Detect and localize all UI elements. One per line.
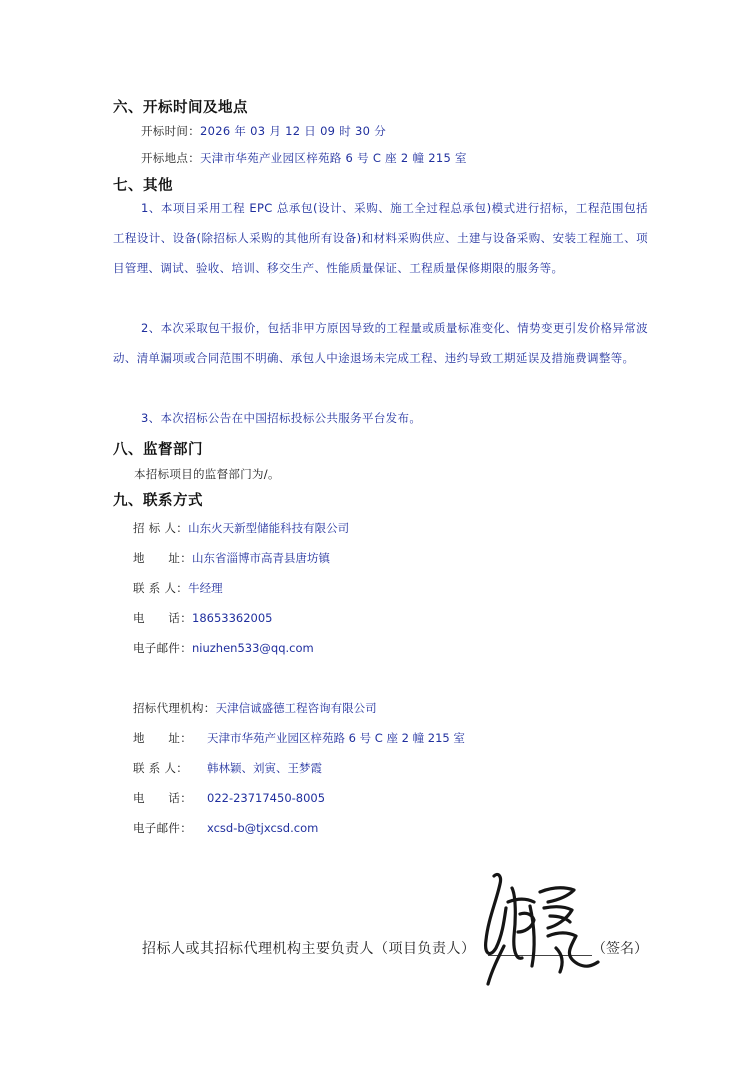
signature-suffix: （签名）	[592, 941, 648, 957]
agency-phone-row	[133, 790, 325, 806]
opening-place-line	[141, 150, 467, 166]
section-6-heading: 六、开标时间及地点	[113, 100, 248, 116]
other-paragraph-3: 3、本次招标公告在中国招标投标公共服务平台发布。	[141, 411, 422, 425]
agency-email-row	[133, 820, 318, 836]
tenderer-address-value: 山东省淄博市高青县唐坊镇	[192, 551, 330, 565]
handwritten-signature	[478, 862, 608, 992]
agency-address-value: 天津市华苑产业园区梓苑路 6 号 C 座 2 幢 215 室	[207, 731, 465, 745]
opening-place-label: 开标地点：	[141, 151, 200, 165]
agency-name-label: 招标代理机构：	[133, 701, 216, 715]
agency-name-row	[133, 700, 377, 716]
supervision-text: 本招标项目的监督部门为/。	[134, 467, 280, 481]
agency-contact-row	[133, 760, 322, 776]
tenderer-phone-value: 18653362005	[192, 611, 273, 625]
agency-contact-value: 韩林颖、刘寅、王梦霞	[207, 761, 322, 775]
agency-phone-value: 022-23717450-8005	[207, 791, 326, 805]
opening-time-label: 开标时间：	[141, 124, 200, 138]
section-8-heading: 八、监督部门	[113, 442, 203, 458]
agency-email-value: xcsd-b@tjxcsd.com	[207, 821, 319, 835]
tenderer-email-value: niuzhen533@qq.com	[192, 641, 314, 655]
opening-place-value: 天津市华苑产业园区梓苑路 6 号 C 座 2 幢 215 室	[200, 151, 467, 165]
section-9-heading: 九、联系方式	[113, 493, 203, 509]
other-paragraph-2: 2、本次采取包干报价，包括非甲方原因导致的工程量或质量标准变化、情势变更引发价格异常波动、清单漏项或合同范围不明确、承包人中途退场未完成工程、违约导致工期延误及措施费调整等。	[113, 321, 648, 365]
tenderer-name-value: 山东火天新型储能科技有限公司	[188, 521, 350, 535]
agency-name-value: 天津信诚盛德工程咨询有限公司	[215, 701, 377, 715]
agency-address-label: 地 址：	[133, 731, 192, 745]
agency-phone-label: 电 话：	[133, 791, 192, 805]
agency-contact-label: 联 系 人：	[133, 761, 189, 775]
section-7-heading: 七、其他	[113, 178, 173, 194]
tenderer-email-row	[133, 640, 314, 656]
tenderer-address-row	[133, 550, 330, 566]
opening-time-value: 2026 年 03 月 12 日 09 时 30 分	[200, 124, 386, 138]
other-paragraph-1: 1、本项目采用工程 EPC 总承包(设计、采购、施工全过程总承包)模式进行招标，工程范围包括工程设计、设备(除招标人采购的其他所有设备)和材料采购供应、土建与设备采购、安装工程施工、项目管理、调试、验收、培训、移交生产、性能质量保证、工程质量保修期限的服务等。	[113, 201, 648, 275]
tenderer-contact-row	[133, 580, 223, 596]
agency-address-row	[133, 730, 465, 746]
tenderer-address-label: 地 址：	[133, 551, 192, 565]
signature-line-text: 招标人或其招标代理机构主要负责人（项目负责人）	[142, 941, 476, 957]
tenderer-phone-label: 电 话：	[133, 611, 192, 625]
agency-email-label: 电子邮件：	[133, 821, 192, 835]
opening-time-line	[141, 123, 386, 139]
tenderer-email-label: 电子邮件：	[133, 641, 192, 655]
tenderer-contact-label: 联 系 人：	[133, 581, 189, 595]
tenderer-name-row	[133, 520, 349, 536]
tenderer-phone-row	[133, 610, 272, 626]
tenderer-name-label: 招 标 人：	[133, 521, 189, 535]
tenderer-contact-value: 牛经理	[188, 581, 223, 595]
